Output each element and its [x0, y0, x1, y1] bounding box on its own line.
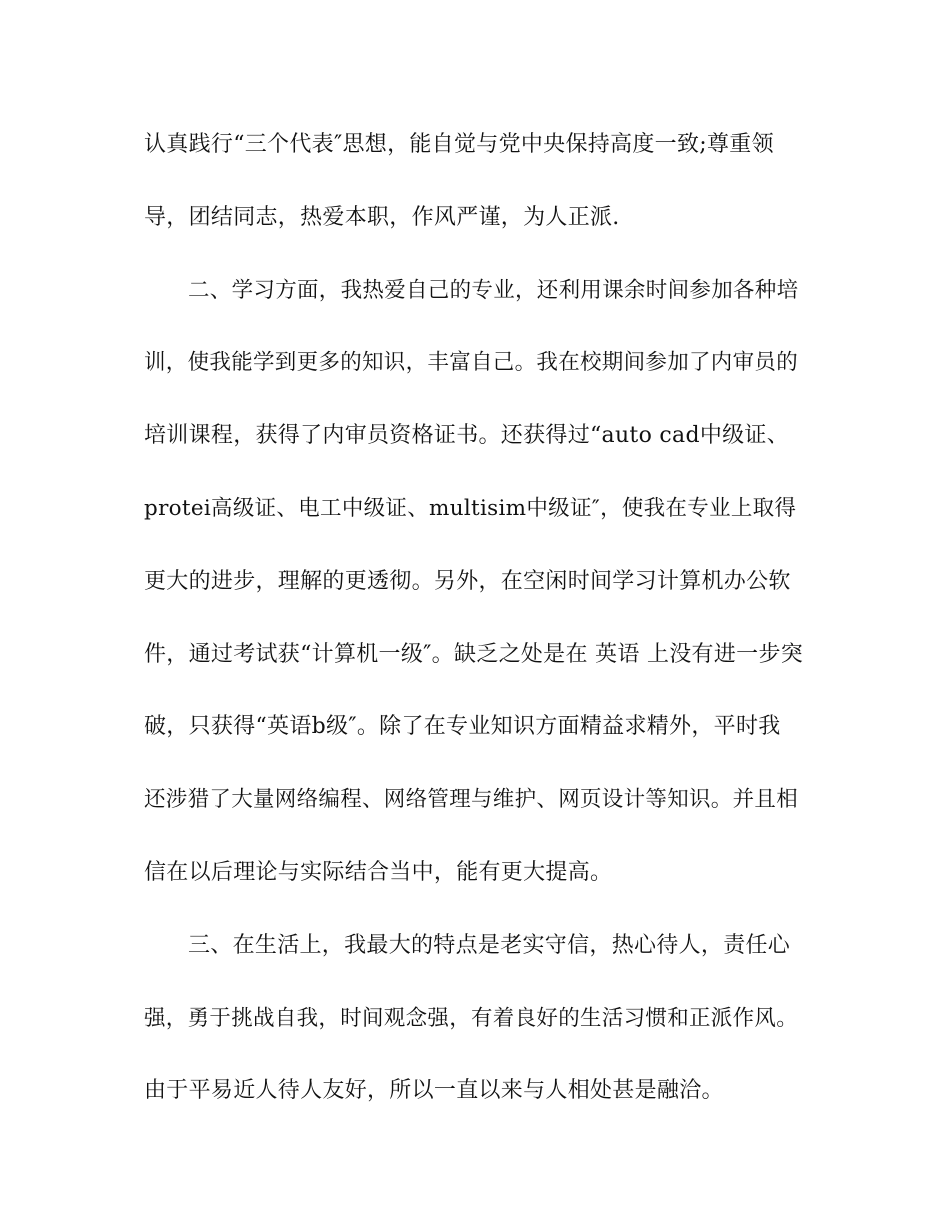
text-line: 强，勇于挑战自我，时间观念强，有着良好的生活习惯和正派作风。: [144, 1006, 799, 1031]
text-line: protei高级证、电工中级证、multisim中级证″，使我在专业上取得: [144, 496, 797, 521]
text-line: 更大的进步，理解的更透彻。另外，在空闲时间学习计算机办公软: [144, 569, 791, 594]
text-line: 导，团结同志，热爱本职，作风严谨，为人正派.: [144, 205, 620, 230]
text-line: 由于平易近人待人友好，所以一直以来与人相处甚是融洽。: [144, 1078, 724, 1103]
text-line: 训，使我能学到更多的知识，丰富自己。我在校期间参加了内审员的: [144, 350, 799, 375]
paragraph-start-line: 二、学习方面，我热爱自己的专业，还利用课余时间参加各种培: [188, 278, 799, 303]
text-line: 培训课程，获得了内审员资格证书。还获得过“auto cad中级证、: [144, 423, 790, 448]
text-line: 件，通过考试获“计算机一级″。缺乏之处是在 英语 上没有进一步突: [144, 642, 804, 667]
text-line: 破，只获得“英语b级″。除了在专业知识方面精益求精外，平时我: [144, 714, 781, 739]
text-line: 认真践行“三个代表″思想，能自觉与党中央保持高度一致;尊重领: [144, 132, 774, 157]
text-line: 还涉猎了大量网络编程、网络管理与维护、网页设计等知识。并且相: [144, 787, 799, 812]
paragraph-start-line: 三、在生活上，我最大的特点是老实守信，热心待人，责任心: [188, 933, 791, 958]
text-line: 信在以后理论与实际结合当中，能有更大提高。: [144, 860, 613, 885]
